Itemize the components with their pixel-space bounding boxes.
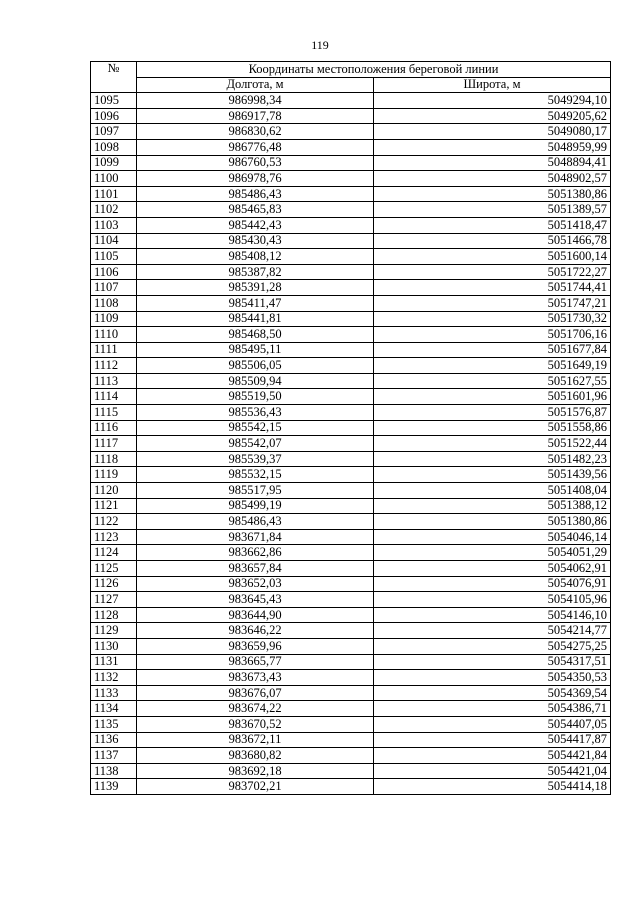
latitude-cell: 5054046,14 xyxy=(374,529,611,545)
table-body xyxy=(91,93,611,795)
latitude-cell: 5051408,04 xyxy=(374,483,611,499)
longitude-cell: 985430,43 xyxy=(137,233,374,249)
point-number-cell: 1135 xyxy=(91,716,137,732)
longitude-cell: 983680,82 xyxy=(137,748,374,764)
table-row xyxy=(91,139,611,155)
latitude-cell: 5051722,27 xyxy=(374,264,611,280)
longitude-cell: 986830,62 xyxy=(137,124,374,140)
latitude-cell: 5051380,86 xyxy=(374,514,611,530)
latitude-cell: 5054407,05 xyxy=(374,716,611,732)
latitude-cell: 5051558,86 xyxy=(374,420,611,436)
point-number-cell: 1123 xyxy=(91,529,137,545)
table-row xyxy=(91,389,611,405)
latitude-cell: 5054421,84 xyxy=(374,748,611,764)
table-row xyxy=(91,264,611,280)
table-row xyxy=(91,420,611,436)
longitude-cell: 985486,43 xyxy=(137,514,374,530)
latitude-cell: 5049294,10 xyxy=(374,93,611,109)
longitude-cell: 985542,07 xyxy=(137,436,374,452)
table-row xyxy=(91,623,611,639)
table-row xyxy=(91,171,611,187)
table-row xyxy=(91,358,611,374)
longitude-cell: 986760,53 xyxy=(137,155,374,171)
table-row xyxy=(91,514,611,530)
longitude-cell: 983652,03 xyxy=(137,576,374,592)
latitude-cell: 5051389,57 xyxy=(374,202,611,218)
longitude-cell: 983659,96 xyxy=(137,638,374,654)
latitude-cell: 5051576,87 xyxy=(374,405,611,421)
table-row xyxy=(91,732,611,748)
latitude-cell: 5051649,19 xyxy=(374,358,611,374)
point-number-cell: 1128 xyxy=(91,607,137,623)
point-number-cell: 1107 xyxy=(91,280,137,296)
point-number-cell: 1122 xyxy=(91,514,137,530)
table-row xyxy=(91,311,611,327)
table-row xyxy=(91,498,611,514)
point-number-cell: 1136 xyxy=(91,732,137,748)
latitude-cell: 5051380,86 xyxy=(374,186,611,202)
point-number-cell: 1132 xyxy=(91,670,137,686)
longitude-cell: 983702,21 xyxy=(137,779,374,795)
latitude-cell: 5048894,41 xyxy=(374,155,611,171)
latitude-cell: 5051677,84 xyxy=(374,342,611,358)
point-number-cell: 1114 xyxy=(91,389,137,405)
table-row xyxy=(91,685,611,701)
latitude-cell: 5048902,57 xyxy=(374,171,611,187)
longitude-cell: 983646,22 xyxy=(137,623,374,639)
longitude-cell: 985408,12 xyxy=(137,249,374,265)
longitude-cell: 985532,15 xyxy=(137,467,374,483)
longitude-cell: 985465,83 xyxy=(137,202,374,218)
table-row xyxy=(91,233,611,249)
table-row xyxy=(91,529,611,545)
longitude-cell: 985411,47 xyxy=(137,295,374,311)
point-number-cell: 1138 xyxy=(91,763,137,779)
point-number-cell: 1129 xyxy=(91,623,137,639)
latitude-cell: 5054076,91 xyxy=(374,576,611,592)
point-number-cell: 1120 xyxy=(91,483,137,499)
latitude-cell: 5054051,29 xyxy=(374,545,611,561)
longitude-cell: 985468,50 xyxy=(137,327,374,343)
longitude-cell: 983673,43 xyxy=(137,670,374,686)
point-number-cell: 1134 xyxy=(91,701,137,717)
longitude-cell: 985542,15 xyxy=(137,420,374,436)
latitude-cell: 5048959,99 xyxy=(374,139,611,155)
point-number-cell: 1099 xyxy=(91,155,137,171)
latitude-cell: 5051600,14 xyxy=(374,249,611,265)
point-number-cell: 1115 xyxy=(91,405,137,421)
latitude-cell: 5051466,78 xyxy=(374,233,611,249)
longitude-cell: 985387,82 xyxy=(137,264,374,280)
latitude-cell: 5051706,16 xyxy=(374,327,611,343)
latitude-cell: 5051522,44 xyxy=(374,436,611,452)
latitude-cell: 5054146,10 xyxy=(374,607,611,623)
point-number-cell: 1124 xyxy=(91,545,137,561)
table-row xyxy=(91,701,611,717)
longitude-cell: 986998,34 xyxy=(137,93,374,109)
latitude-cell: 5054350,53 xyxy=(374,670,611,686)
latitude-cell: 5054369,54 xyxy=(374,685,611,701)
latitude-cell: 5054275,25 xyxy=(374,638,611,654)
point-number-cell: 1130 xyxy=(91,638,137,654)
longitude-cell: 985517,95 xyxy=(137,483,374,499)
point-number-cell: 1137 xyxy=(91,748,137,764)
latitude-cell: 5054317,51 xyxy=(374,654,611,670)
table-row xyxy=(91,405,611,421)
longitude-cell: 985506,05 xyxy=(137,358,374,374)
point-number-cell: 1100 xyxy=(91,171,137,187)
latitude-cell: 5049080,17 xyxy=(374,124,611,140)
table-row xyxy=(91,217,611,233)
longitude-cell: 985391,28 xyxy=(137,280,374,296)
table-row xyxy=(91,155,611,171)
latitude-cell: 5051744,41 xyxy=(374,280,611,296)
table-row xyxy=(91,748,611,764)
point-number-cell: 1102 xyxy=(91,202,137,218)
latitude-cell: 5054386,71 xyxy=(374,701,611,717)
longitude-cell: 986776,48 xyxy=(137,139,374,155)
point-number-cell: 1104 xyxy=(91,233,137,249)
table-row xyxy=(91,763,611,779)
table-row xyxy=(91,607,611,623)
coordinates-group-header: Координаты местоположения береговой линии xyxy=(137,62,611,78)
point-number-cell: 1118 xyxy=(91,451,137,467)
latitude-cell: 5049205,62 xyxy=(374,108,611,124)
table-row xyxy=(91,342,611,358)
latitude-cell: 5054417,87 xyxy=(374,732,611,748)
latitude-cell: 5051439,56 xyxy=(374,467,611,483)
point-number-cell: 1111 xyxy=(91,342,137,358)
point-number-cell: 1126 xyxy=(91,576,137,592)
latitude-cell: 5054214,77 xyxy=(374,623,611,639)
table-row xyxy=(91,108,611,124)
longitude-cell: 985441,81 xyxy=(137,311,374,327)
table-row xyxy=(91,483,611,499)
table-row xyxy=(91,295,611,311)
point-number-cell: 1109 xyxy=(91,311,137,327)
point-number-cell: 1117 xyxy=(91,436,137,452)
latitude-cell: 5051747,21 xyxy=(374,295,611,311)
longitude-cell: 983671,84 xyxy=(137,529,374,545)
point-number-cell: 1133 xyxy=(91,685,137,701)
page-number: 119 xyxy=(311,38,329,52)
coordinates-table xyxy=(90,61,611,795)
longitude-column-header: Долгота, м xyxy=(137,77,374,93)
table-row xyxy=(91,93,611,109)
point-number-cell: 1127 xyxy=(91,592,137,608)
latitude-cell: 5054062,91 xyxy=(374,561,611,577)
table-row xyxy=(91,716,611,732)
latitude-cell: 5054105,96 xyxy=(374,592,611,608)
number-column-header: № xyxy=(91,62,137,93)
latitude-cell: 5051601,96 xyxy=(374,389,611,405)
longitude-cell: 983676,07 xyxy=(137,685,374,701)
table-row xyxy=(91,280,611,296)
point-number-cell: 1096 xyxy=(91,108,137,124)
longitude-cell: 985442,43 xyxy=(137,217,374,233)
longitude-cell: 985536,43 xyxy=(137,405,374,421)
longitude-cell: 983662,86 xyxy=(137,545,374,561)
longitude-cell: 985486,43 xyxy=(137,186,374,202)
longitude-cell: 983672,11 xyxy=(137,732,374,748)
table-row xyxy=(91,561,611,577)
longitude-cell: 983692,18 xyxy=(137,763,374,779)
longitude-cell: 985509,94 xyxy=(137,373,374,389)
table-row xyxy=(91,670,611,686)
point-number-cell: 1105 xyxy=(91,249,137,265)
point-number-cell: 1101 xyxy=(91,186,137,202)
table-row xyxy=(91,638,611,654)
latitude-column-header: Широта, м xyxy=(374,77,611,93)
table-row xyxy=(91,249,611,265)
latitude-cell: 5051627,55 xyxy=(374,373,611,389)
latitude-cell: 5054421,04 xyxy=(374,763,611,779)
point-number-cell: 1125 xyxy=(91,561,137,577)
longitude-cell: 986978,76 xyxy=(137,171,374,187)
table-row xyxy=(91,467,611,483)
point-number-cell: 1098 xyxy=(91,139,137,155)
table-row xyxy=(91,654,611,670)
table-row xyxy=(91,545,611,561)
longitude-cell: 983657,84 xyxy=(137,561,374,577)
longitude-cell: 985539,37 xyxy=(137,451,374,467)
point-number-cell: 1112 xyxy=(91,358,137,374)
point-number-cell: 1103 xyxy=(91,217,137,233)
point-number-cell: 1119 xyxy=(91,467,137,483)
table-header xyxy=(91,62,611,93)
table-row xyxy=(91,436,611,452)
longitude-cell: 985499,19 xyxy=(137,498,374,514)
longitude-cell: 983674,22 xyxy=(137,701,374,717)
point-number-cell: 1106 xyxy=(91,264,137,280)
point-number-cell: 1131 xyxy=(91,654,137,670)
longitude-cell: 985519,50 xyxy=(137,389,374,405)
point-number-cell: 1110 xyxy=(91,327,137,343)
point-number-cell: 1097 xyxy=(91,124,137,140)
longitude-cell: 983665,77 xyxy=(137,654,374,670)
longitude-cell: 983670,52 xyxy=(137,716,374,732)
table-row xyxy=(91,202,611,218)
point-number-cell: 1139 xyxy=(91,779,137,795)
point-number-cell: 1108 xyxy=(91,295,137,311)
longitude-cell: 985495,11 xyxy=(137,342,374,358)
table-row xyxy=(91,124,611,140)
table-row xyxy=(91,779,611,795)
table-row xyxy=(91,327,611,343)
point-number-cell: 1121 xyxy=(91,498,137,514)
table-row xyxy=(91,576,611,592)
latitude-cell: 5051730,32 xyxy=(374,311,611,327)
table-row xyxy=(91,451,611,467)
longitude-cell: 983645,43 xyxy=(137,592,374,608)
table-row xyxy=(91,592,611,608)
longitude-cell: 986917,78 xyxy=(137,108,374,124)
point-number-cell: 1095 xyxy=(91,93,137,109)
point-number-cell: 1113 xyxy=(91,373,137,389)
latitude-cell: 5051388,12 xyxy=(374,498,611,514)
table-row xyxy=(91,186,611,202)
point-number-cell: 1116 xyxy=(91,420,137,436)
longitude-cell: 983644,90 xyxy=(137,607,374,623)
table-row xyxy=(91,373,611,389)
latitude-cell: 5051418,47 xyxy=(374,217,611,233)
latitude-cell: 5054414,18 xyxy=(374,779,611,795)
latitude-cell: 5051482,23 xyxy=(374,451,611,467)
